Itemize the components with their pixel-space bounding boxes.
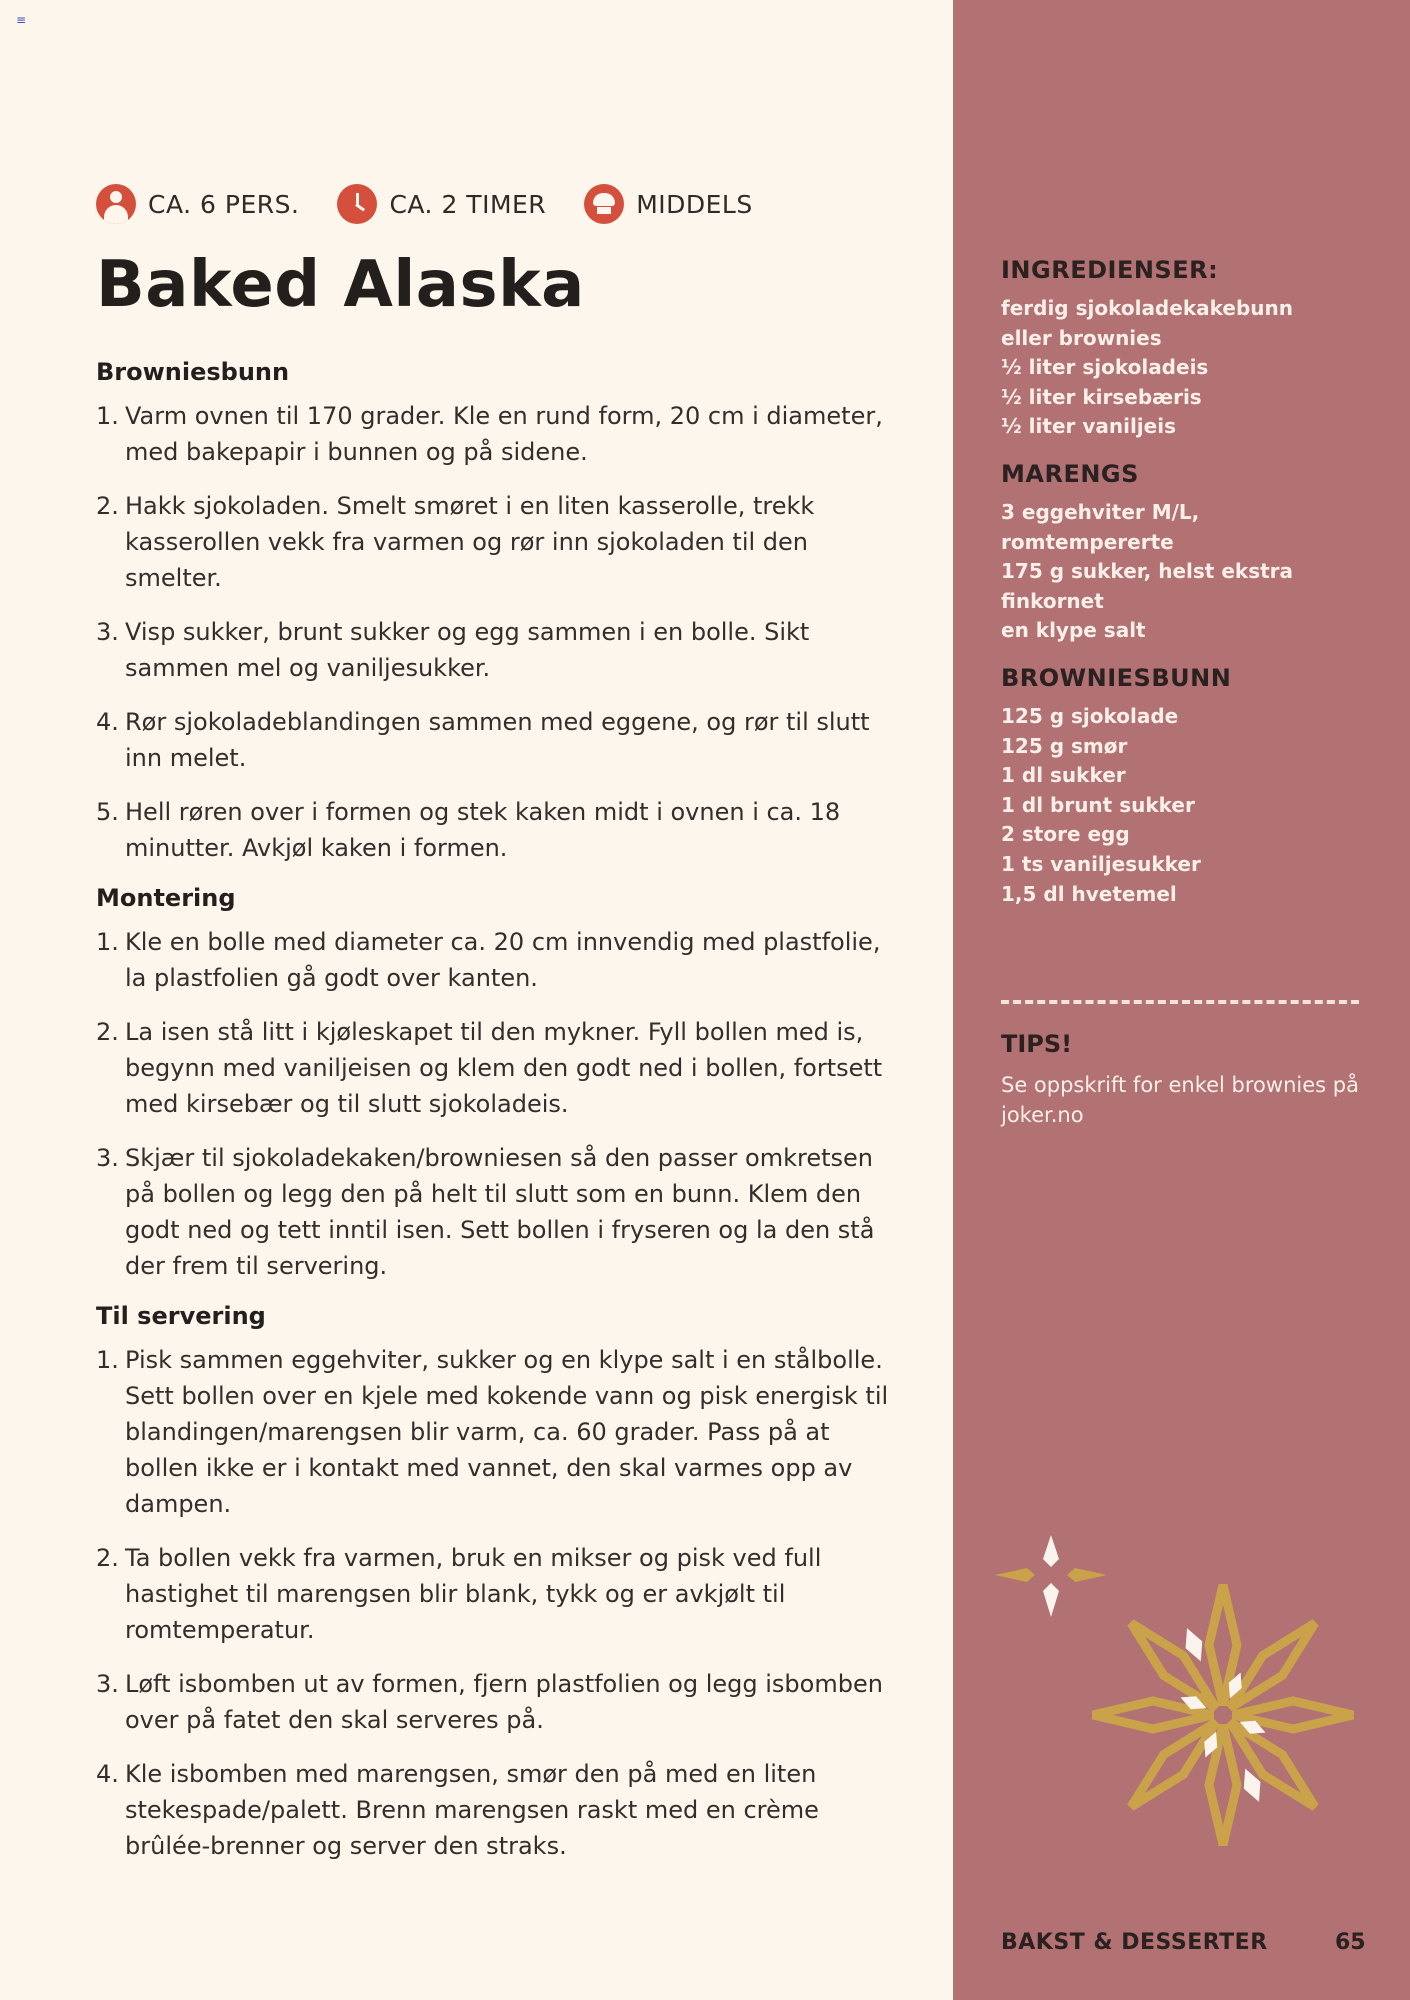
time-info: [337, 184, 546, 224]
step-text: Varm ovnen til 170 grader. Kle en rund form, 20 cm i diameter, med bakepapir i bunnen og på sidene.: [125, 402, 883, 466]
step-item: [96, 488, 896, 596]
step-text: Hell røren over i formen og stek kaken midt i ovnen i ca. 18 minutter. Avkjøl kaken i formen.: [125, 798, 841, 862]
instructions: [96, 358, 896, 1882]
step-number: 3.: [96, 1144, 119, 1172]
ingredients-sidebar: [953, 0, 1410, 2000]
difficulty-label: MIDDELS: [636, 189, 753, 219]
step-text: Kle en bolle med diameter ca. 20 cm innvendig med plastfolie, la plastfolien gå godt over kanten.: [125, 928, 881, 992]
clock-icon: [337, 184, 377, 224]
ingredient-item: romtempererte: [1001, 529, 1174, 554]
ingredient-item: 1 dl sukker: [1001, 763, 1126, 788]
recipe-meta: [96, 184, 791, 224]
step-item: [96, 1014, 896, 1122]
ingredient-item: 125 g sjokolade: [1001, 703, 1179, 728]
section-heading-montering: Montering: [96, 884, 236, 912]
step-number: 2.: [96, 1018, 119, 1046]
footer-section-title: BAKST & DESSERTER: [1001, 1930, 1268, 1955]
dashed-divider: [1001, 1000, 1359, 1004]
step-number: 5.: [96, 798, 119, 826]
time-label: CA. 2 TIMER: [389, 189, 547, 219]
section-heading-til-servering: Til servering: [96, 1302, 266, 1330]
steps-montering: [96, 924, 896, 1284]
ingredient-item: 3 eggehviter M/L,: [1001, 499, 1200, 524]
servings-label: CA. 6 PERS.: [148, 189, 300, 219]
ingredient-item: 1 dl brunt sukker: [1001, 792, 1195, 817]
step-text: Ta bollen vekk fra varmen, bruk en mikser og pisk ved full hastighet til marengsen blir blank, tykk og er avkjølt til romtemperatur.: [125, 1544, 822, 1644]
step-text: La isen stå litt i kjøleskapet til den mykner. Fyll bollen med is, begynn med vaniljeisen og klem den godt ned i bollen, fortsett med kirsebær og til slutt sjokoladeis.: [125, 1018, 883, 1118]
ingredient-item: ½ liter kirsebæris: [1001, 384, 1202, 409]
step-number: 4.: [96, 1760, 119, 1788]
step-text: Pisk sammen eggehviter, sukker og en klype salt i en stålbolle. Sett bollen over en kjele med kokende vann og pisk energisk til blandingen/marengsen blir varm, ca. 60 grader. Pass på at bollen ikke er i kontakt med vannet, den skal varmes opp av dampen.: [125, 1346, 889, 1518]
marengs-list: [1001, 498, 1391, 646]
ingredient-item: 175 g sukker, helst ekstra: [1001, 559, 1294, 584]
step-text: Visp sukker, brunt sukker og egg sammen i en bolle. Sikt sammen mel og vaniljesukker.: [125, 618, 810, 682]
step-number: 3.: [96, 618, 119, 646]
ingredient-item: eller brownies: [1001, 325, 1162, 350]
step-item: [96, 1540, 896, 1648]
ingredients-list: [1001, 294, 1391, 442]
step-number: 3.: [96, 1670, 119, 1698]
step-item: [96, 614, 896, 686]
snowflake-decoration-icon: [993, 1525, 1373, 1865]
step-number: 2.: [96, 1544, 119, 1572]
section-heading-browniesbunn: Browniesbunn: [96, 358, 290, 386]
menu-icon: ≡: [16, 13, 27, 27]
page-title: Baked Alaska: [96, 248, 585, 322]
step-text: Hakk sjokoladen. Smelt smøret i en liten kasserolle, trekk kasserollen vekk fra varmen og rør inn sjokoladen til den smelter.: [125, 492, 815, 592]
browniesbunn-heading: BROWNIESBUNN: [1001, 663, 1232, 692]
page-number: 65: [1335, 1930, 1366, 1955]
ingredient-item: ½ liter vaniljeis: [1001, 414, 1176, 439]
step-number: 2.: [96, 492, 119, 520]
servings-info: [96, 184, 299, 224]
ingredient-item: en klype salt: [1001, 618, 1146, 643]
ingredient-item: 1,5 dl hvetemel: [1001, 881, 1177, 906]
step-item: [96, 1342, 896, 1522]
ingredient-item: 125 g smør: [1001, 733, 1128, 758]
tips-heading: TIPS!: [1001, 1030, 1073, 1058]
steps-browniesbunn: [96, 398, 896, 866]
step-number: 1.: [96, 1346, 119, 1374]
step-number: 1.: [96, 928, 119, 956]
step-item: [96, 794, 896, 866]
step-item: [96, 1666, 896, 1738]
step-item: [96, 1140, 896, 1284]
ingredient-item: ½ liter sjokoladeis: [1001, 355, 1209, 380]
marengs-heading: MARENGS: [1001, 459, 1139, 488]
step-text: Skjær til sjokoladekaken/browniesen så den passer omkretsen på bollen og legg den på helt til slutt som en bunn. Klem den godt ned og tett inntil isen. Sett bollen i fryseren og la den stå der frem til servering.: [125, 1144, 875, 1280]
ingredients-column: [1001, 256, 1391, 927]
step-item: [96, 1756, 896, 1864]
person-icon: [96, 184, 136, 224]
step-item: [96, 704, 896, 776]
ingredient-item: 1 ts vaniljesukker: [1001, 851, 1201, 876]
step-item: [96, 398, 896, 470]
step-number: 1.: [96, 402, 119, 430]
tips-text: Se oppskrift for enkel brownies på joker.no: [1001, 1073, 1359, 1127]
ingredients-heading: INGREDIENSER:: [1001, 256, 1219, 284]
ingredient-item: 2 store egg: [1001, 822, 1130, 847]
step-item: [96, 924, 896, 996]
chef-hat-icon: [584, 184, 624, 224]
step-number: 4.: [96, 708, 119, 736]
ingredient-item: finkornet: [1001, 588, 1104, 613]
difficulty-info: [584, 184, 753, 224]
steps-til-servering: [96, 1342, 896, 1864]
ingredient-item: ferdig sjokoladekakebunn: [1001, 296, 1293, 320]
step-text: Løft isbomben ut av formen, fjern plastfolien og legg isbomben over på fatet den skal serveres på.: [125, 1670, 883, 1734]
browniesbunn-list: [1001, 702, 1391, 909]
step-text: Kle isbomben med marengsen, smør den på med en liten stekespade/palett. Brenn marengsen raskt med en crème brûlée-brenner og server den straks.: [125, 1760, 819, 1860]
step-text: Rør sjokoladeblandingen sammen med eggene, og rør til slutt inn melet.: [125, 708, 870, 772]
